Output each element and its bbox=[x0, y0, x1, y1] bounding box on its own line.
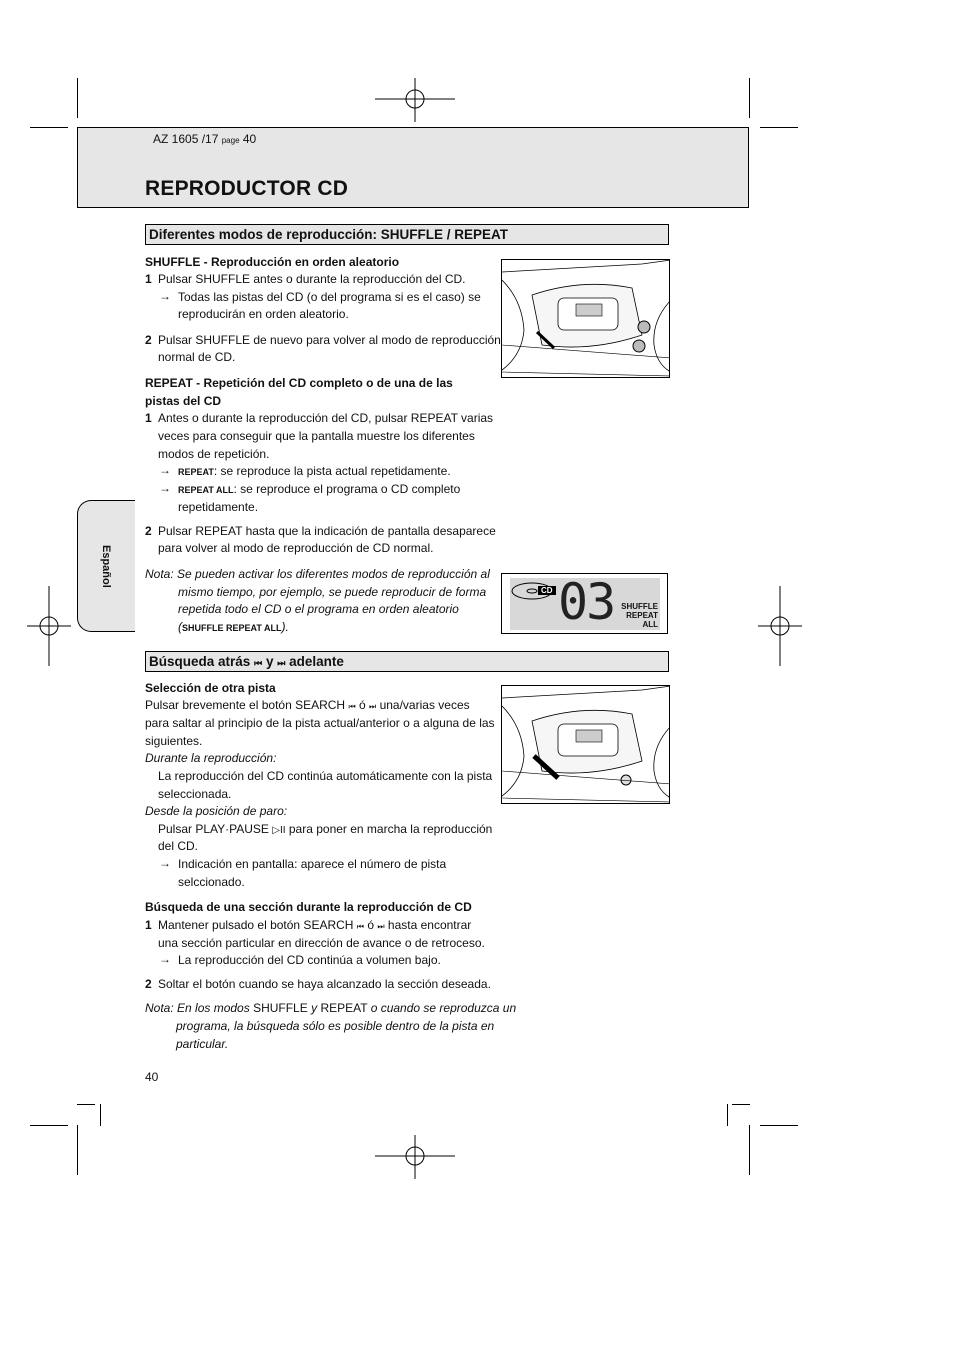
arrow-icon: → bbox=[159, 289, 171, 303]
arrow-icon: → bbox=[159, 952, 171, 966]
mode-indicators bbox=[621, 602, 658, 629]
page-word: page bbox=[221, 136, 240, 145]
shuffle-heading: SHUFFLE - Reproducción en orden aleatorio bbox=[145, 255, 400, 269]
play-pause-icon: ▷II bbox=[272, 825, 286, 836]
step-text: normal de CD. bbox=[158, 350, 236, 364]
body-text: seleccionada. bbox=[158, 787, 232, 801]
note-text: Nota: Se pueden activar los diferentes modos de reproducción al bbox=[145, 567, 490, 581]
arrow-text: repetidamente. bbox=[178, 500, 259, 514]
registration-mark-top bbox=[375, 78, 455, 122]
body-text: siguientes. bbox=[145, 734, 203, 748]
repeat-heading: pistas del CD bbox=[145, 394, 222, 408]
arrow-text: La reproducción del CD continúa a volumen bajo. bbox=[178, 953, 441, 967]
arrow-icon: → bbox=[159, 856, 171, 870]
step-text: Pulsar SHUFFLE de nuevo para volver al modo de reproducción bbox=[158, 333, 501, 347]
previous-icon: ⏮ bbox=[254, 658, 263, 668]
header-code bbox=[153, 132, 256, 146]
page-title: REPRODUCTOR CD bbox=[145, 177, 349, 200]
boombox-drawing bbox=[502, 686, 670, 804]
note-text: repetida todo el CD o el programa en orden aleatorio bbox=[178, 602, 459, 616]
step-number: 1 bbox=[145, 411, 152, 425]
boombox-drawing bbox=[502, 260, 670, 378]
body-text: La reproducción del CD continúa automáticamente con la pista bbox=[158, 769, 493, 783]
registration-mark-right bbox=[758, 586, 802, 666]
select-track-heading: Selección de otra pista bbox=[145, 681, 276, 695]
registration-mark-bottom bbox=[375, 1135, 455, 1179]
step-text: Mantener pulsado el botón SEARCH ⏮ ó ⏭ hasta encontrar bbox=[158, 918, 472, 932]
all-indicator: ALL bbox=[642, 620, 658, 629]
previous-icon: ⏮ bbox=[348, 702, 356, 711]
track-number: 03 bbox=[558, 573, 615, 631]
section-heading-shuffle-repeat: Diferentes modos de reproducción: SHUFFLE / REPEAT bbox=[145, 224, 669, 245]
note-text: particular. bbox=[176, 1037, 229, 1051]
section-heading-search: Búsqueda atrás ⏮ y ⏭ adelante bbox=[145, 651, 669, 672]
step-text: Pulsar REPEAT hasta que la indicación de pantalla desaparece bbox=[158, 524, 496, 538]
registration-mark-left bbox=[27, 586, 71, 666]
subheading-italic: Durante la reproducción: bbox=[145, 751, 277, 765]
repeat-indicator: REPEAT bbox=[626, 611, 658, 620]
device-illustration-shuffle bbox=[501, 259, 670, 378]
search-section-heading: Búsqueda de una sección durante la reproducción de CD bbox=[145, 900, 472, 914]
device-illustration-search bbox=[501, 685, 670, 804]
language-tab bbox=[77, 500, 135, 632]
step-number: 2 bbox=[145, 977, 152, 991]
subheading-italic: Desde la posición de paro: bbox=[145, 804, 288, 818]
cd-indicator: CD bbox=[538, 586, 556, 595]
arrow-text: reproducirán en orden aleatorio. bbox=[178, 307, 349, 321]
body-text: del CD. bbox=[158, 839, 199, 853]
step-text: una sección particular en dirección de avance o de retroceso. bbox=[158, 936, 485, 950]
next-icon: ⏭ bbox=[377, 922, 385, 931]
step-text: Pulsar SHUFFLE antes o durante la reproducción del CD. bbox=[158, 272, 466, 286]
body-text: para saltar al principio de la pista actual/anterior o a alguna de las bbox=[145, 716, 495, 730]
next-icon: ⏭ bbox=[369, 702, 377, 711]
lcd-screen bbox=[510, 573, 660, 631]
body-text: Pulsar brevemente el botón SEARCH ⏮ ó ⏭ una/varias veces bbox=[145, 698, 470, 712]
model-code: AZ 1605 /17 bbox=[153, 132, 219, 146]
previous-icon: ⏮ bbox=[356, 922, 364, 931]
note-text: programa, la búsqueda sólo es posible dentro de la pista en bbox=[176, 1019, 495, 1033]
note-text: Nota: En los modos SHUFFLE y REPEAT o cuando se reproduzca un bbox=[145, 1001, 517, 1015]
step-number: 1 bbox=[145, 918, 152, 932]
next-icon: ⏭ bbox=[277, 658, 286, 668]
arrow-text: selccionado. bbox=[178, 875, 245, 889]
arrow-text: REPEAT ALL: se reproduce el programa o CD completo bbox=[178, 482, 461, 496]
arrow-icon: → bbox=[159, 463, 171, 477]
repeat-heading: REPEAT - Repetición del CD completo o de una de las bbox=[145, 376, 453, 390]
step-number: 2 bbox=[145, 524, 152, 538]
arrow-text: Todas las pistas del CD (o del programa si es el caso) se bbox=[178, 290, 481, 304]
shuffle-indicator: SHUFFLE bbox=[621, 602, 658, 611]
arrow-text: Indicación en pantalla: aparece el número de pista bbox=[178, 857, 447, 871]
note-text: (SHUFFLE REPEAT ALL). bbox=[178, 620, 289, 634]
step-number: 2 bbox=[145, 333, 152, 347]
step-text: para volver al modo de reproducción de CD normal. bbox=[158, 541, 434, 555]
header-page-number: 40 bbox=[242, 132, 257, 146]
step-text: modos de repetición. bbox=[158, 447, 270, 461]
page-number: 40 bbox=[145, 1070, 159, 1084]
step-text: Antes o durante la reproducción del CD, pulsar REPEAT varias bbox=[158, 411, 494, 425]
arrow-icon: → bbox=[159, 481, 171, 495]
note-text: mismo tiempo, por ejemplo, se puede reproducir de forma bbox=[178, 585, 487, 599]
step-text: Soltar el botón cuando se haya alcanzado la sección deseada. bbox=[158, 977, 491, 991]
body-text: Pulsar PLAY·PAUSE ▷II para poner en marcha la reproducción bbox=[158, 822, 493, 836]
step-number: 1 bbox=[145, 272, 152, 286]
language-tab-label: Español bbox=[100, 545, 112, 588]
step-text: veces para conseguir que la pantalla muestre los diferentes bbox=[158, 429, 475, 443]
arrow-text: REPEAT: se reproduce la pista actual repetidamente. bbox=[178, 464, 451, 478]
